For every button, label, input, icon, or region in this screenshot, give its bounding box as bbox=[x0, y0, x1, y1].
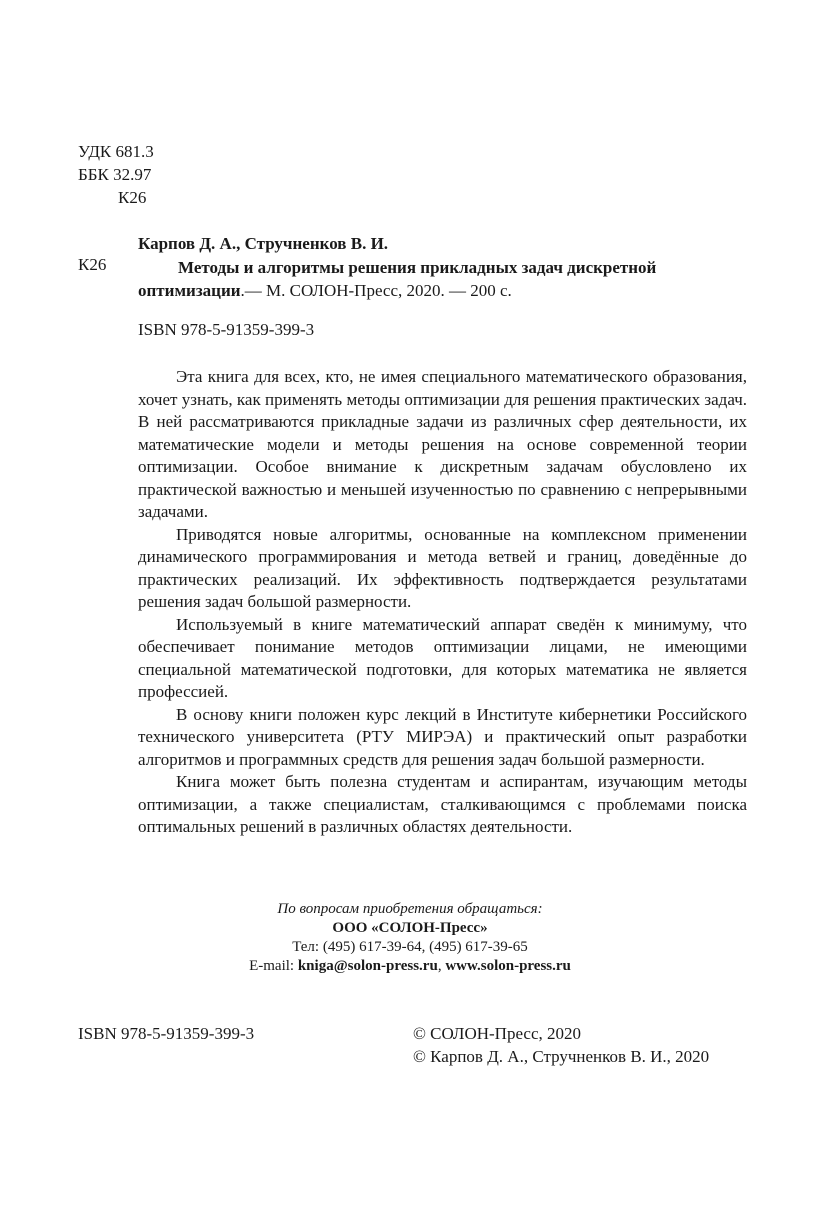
author-mark: К26 bbox=[118, 188, 147, 207]
book-title-line2: оптимизации bbox=[138, 281, 241, 300]
bibliographic-mark: К26 bbox=[78, 255, 107, 274]
imprint: .— М. СОЛОН-Пресс, 2020. — 200 с. bbox=[240, 281, 512, 300]
separator: , bbox=[437, 958, 446, 974]
phone-line: Тел: (495) 617-39-64, (495) 617-39-65 bbox=[292, 939, 528, 955]
abstract-paragraph: В основу книги положен курс лекций в Институте кибернетики Российского технического университета (РТУ МИРЭА) и практический опыт разработки алгоритмов и программных средств для решения задач большой размерности. bbox=[138, 704, 747, 769]
copyright-publisher: © СОЛОН-Пресс, 2020 bbox=[413, 1024, 582, 1043]
udk-code: УДК 681.3 bbox=[78, 142, 154, 161]
isbn-bottom: ISBN 978-5-91359-399-3 bbox=[78, 1024, 255, 1043]
abstract-paragraph: Используемый в книге математический аппарат сведён к минимуму, что обеспечивает понимание методов оптимизации лицами, не имеющими специальной математической подготовки, для которых математика не является профессией. bbox=[138, 614, 747, 701]
website-link[interactable]: www.solon-press.ru bbox=[445, 958, 571, 974]
abstract-paragraph: Приводятся новые алгоритмы, основанные на комплексном применении динамического программирования и метода ветвей и границ, доведённые до практических реализаций. Их эффективность подтверждается результатами решения задач большой размерности. bbox=[138, 524, 747, 611]
isbn-top: ISBN 978-5-91359-399-3 bbox=[138, 320, 315, 339]
contact-block bbox=[160, 900, 660, 976]
book-title-line2-row bbox=[138, 279, 656, 303]
publisher-name: ООО «СОЛОН-Пресс» bbox=[332, 920, 488, 936]
abstract-paragraph: Книга может быть полезна студентам и аспирантам, изучающим методы оптимизации, а также специалистам, сталкивающимся с проблемами поиска оптимальных решений в различных областях деятельности. bbox=[138, 772, 747, 836]
email-label: E-mail: bbox=[249, 958, 298, 974]
authors: Карпов Д. А., Стручненков В. И. bbox=[138, 234, 389, 253]
book-title-line1: Методы и алгоритмы решения прикладных задач дискретной bbox=[178, 257, 657, 277]
abstract-paragraph: Эта книга для всех, кто, не имея специального математического образования, хочет узнать, как применять методы оптимизации для решения практических задач. В ней рассматриваются прикладные задачи из различных сфер деятельности, их математические модели и методы решения на основе современной теории оптимизации. Особое внимание к дискретным задачам обусловлено их практической важностью и меньшей изученностью по сравнению с непрерывными задачами. bbox=[138, 367, 747, 521]
bbk-code: ББК 32.97 bbox=[78, 165, 152, 184]
email-line bbox=[160, 957, 660, 976]
email-link[interactable]: kniga@solon-press.ru bbox=[297, 958, 438, 974]
abstract bbox=[138, 366, 747, 839]
contact-heading: По вопросам приобретения обращаться: bbox=[277, 901, 543, 917]
copyright-authors: © Карпов Д. А., Стручненков В. И., 2020 bbox=[413, 1047, 710, 1066]
bibliographic-entry bbox=[138, 232, 656, 303]
